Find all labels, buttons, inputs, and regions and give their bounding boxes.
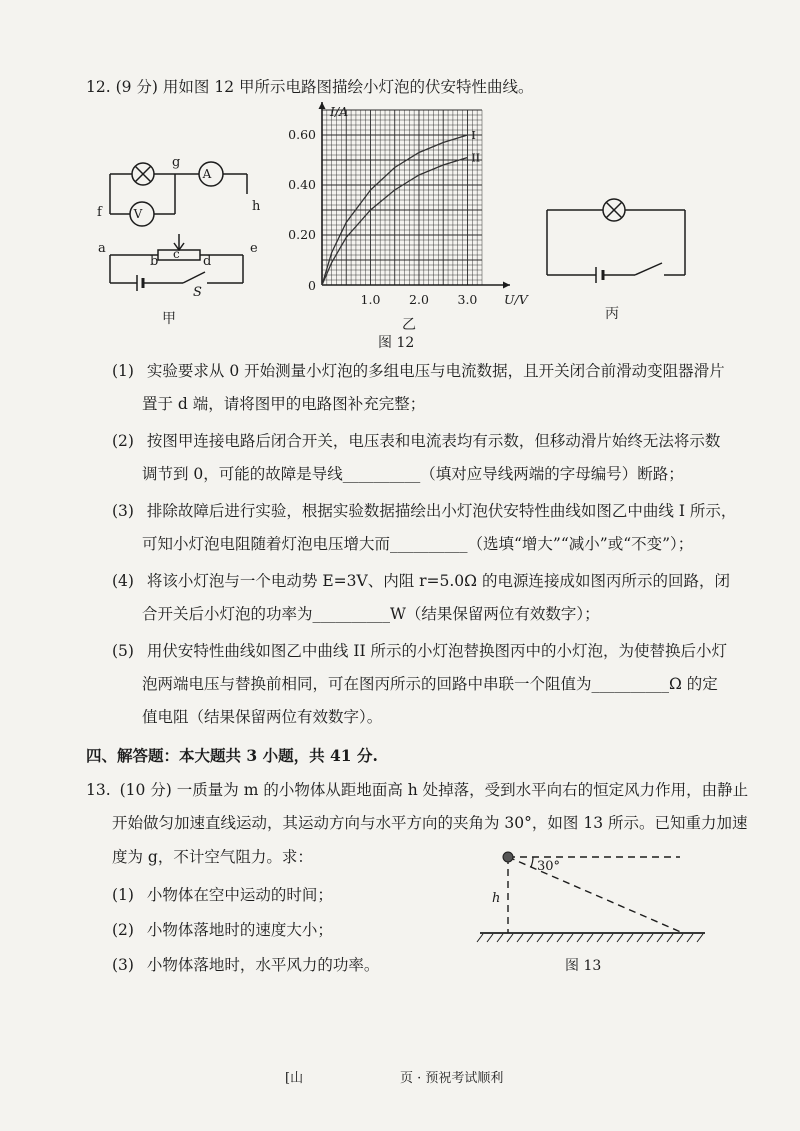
q12-part-2-line-2: 调节到 0，可能的故障是导线__________（填对应导线两端的字母编号）断路； xyxy=(142,465,684,483)
part-number: (1) xyxy=(112,886,134,904)
question-13-line-2: 开始做匀加速直线运动，其运动方向与水平方向的夹角为 30°，如图 13 所示。已知重力加速 xyxy=(112,814,748,832)
figure-12-caption: 图 12 xyxy=(378,335,415,351)
part-text: 排除故障后进行实验，根据实验数据描绘出小灯泡伏安特性曲线如图乙中曲线 I 所示， xyxy=(146,502,737,520)
part-number: (4) xyxy=(112,572,134,590)
x-axis-label: U/V xyxy=(504,292,528,307)
circuit-diagram-bing xyxy=(540,190,700,290)
part-text: 小物体落地时的速度大小； xyxy=(146,921,333,939)
footer-right: 页 · 预祝考试顺利 xyxy=(400,1071,504,1086)
q12-part-4 xyxy=(112,571,730,591)
label-c: c xyxy=(173,247,180,261)
caption-jia: 甲 xyxy=(162,311,176,327)
part-number: (3) xyxy=(112,502,134,520)
label-h: h xyxy=(252,199,261,214)
trajectory-dashed-line xyxy=(508,857,683,933)
switch-symbol xyxy=(183,272,205,283)
q12-part-3-line-2: 可知小灯泡电阻随着灯泡电压增大而__________（选填“增大”“减小”或“不变”）； xyxy=(142,535,694,553)
label-s: S xyxy=(193,285,202,300)
x-tick-label: 3.0 xyxy=(457,292,478,307)
ground-hatching xyxy=(477,934,703,942)
q12-part-1 xyxy=(112,361,725,381)
label-f: f xyxy=(97,205,102,220)
label-b: b xyxy=(150,254,159,269)
y-axis-label: I/A xyxy=(330,104,349,119)
caption-yi: 乙 xyxy=(402,317,416,333)
height-label: h xyxy=(492,891,501,906)
part-number: (5) xyxy=(112,642,134,660)
part-text: 按图甲连接电路后闭合开关，电压表和电流表均有示数，但移动滑片始终无法将示数 xyxy=(146,432,721,450)
q12-part-5-line-3: 值电阻（结果保留两位有效数字）。 xyxy=(142,708,383,726)
question-13-line-1 xyxy=(86,780,748,800)
chart-grid xyxy=(322,110,482,285)
q12-part-5 xyxy=(112,641,727,661)
part-text: 实验要求从 0 开始测量小灯泡的多组电压与电流数据，且开关闭合前滑动变阻器滑片 xyxy=(146,362,725,380)
y-tick-label: 0.20 xyxy=(288,227,316,242)
figure-13-diagram xyxy=(475,845,710,950)
question-stem: (10 分) 一质量为 m 的小物体从距地面高 h 处掉落，受到水平向右的恒定风力作用，由静止 xyxy=(119,781,749,799)
iv-characteristic-chart xyxy=(282,100,552,330)
footer-left: [山 xyxy=(285,1071,304,1086)
y-tick-label: 0.60 xyxy=(288,127,316,142)
angle-arc xyxy=(531,857,533,867)
series-label-I: I xyxy=(471,129,476,142)
question-number: 13. xyxy=(86,781,111,799)
part-number: (2) xyxy=(112,921,134,939)
voltmeter-label: V xyxy=(133,207,143,221)
q13-part-1 xyxy=(112,885,333,905)
x-tick-label: 1.0 xyxy=(360,292,381,307)
q12-part-1-line-2: 置于 d 端，请将图甲的电路图补充完整； xyxy=(142,395,426,413)
part-text: 小物体落地时，水平风力的功率。 xyxy=(146,956,380,974)
q13-part-3 xyxy=(112,955,379,975)
object-ball xyxy=(503,852,513,862)
part-number: (1) xyxy=(112,362,134,380)
q12-part-4-line-2: 合开关后小灯泡的功率为__________W（结果保留两位有效数字）； xyxy=(142,605,600,623)
label-g: g xyxy=(172,155,181,170)
circuit-diagram-jia xyxy=(95,150,280,325)
x-axis-arrow xyxy=(503,282,510,289)
part-number: (2) xyxy=(112,432,134,450)
switch-symbol xyxy=(635,263,662,275)
q13-part-2 xyxy=(112,920,333,940)
part-text: 将该小灯泡与一个电动势 E=3V、内阻 r=5.0Ω 的电源连接成如图丙所示的回路，闭 xyxy=(146,572,730,590)
question-number: 12. xyxy=(86,78,111,96)
series-label-II: II xyxy=(471,151,481,165)
ammeter-label: A xyxy=(202,167,212,181)
question-stem: 用如图 12 甲所示电路图描绘小灯泡的伏安特性曲线。 xyxy=(162,78,534,96)
label-d: d xyxy=(203,254,212,269)
part-text: 小物体在空中运动的时间； xyxy=(146,886,333,904)
y-axis-arrow xyxy=(319,102,326,109)
origin-label: 0 xyxy=(308,278,316,293)
label-a: a xyxy=(98,241,106,256)
angle-label: 30° xyxy=(537,859,561,874)
part-number: (3) xyxy=(112,956,134,974)
figure-13-caption: 图 13 xyxy=(565,958,602,974)
question-score: (9 分) xyxy=(115,78,158,96)
caption-bing: 丙 xyxy=(605,306,619,322)
part-text: 用伏安特性曲线如图乙中曲线 II 所示的小灯泡替换图丙中的小灯泡，为使替换后小灯 xyxy=(146,642,728,660)
section-4-heading: 四、解答题：本大题共 3 小题，共 41 分. xyxy=(86,746,378,765)
question-13-line-3: 度为 g，不计空气阻力。求： xyxy=(112,848,313,866)
q12-part-5-line-2: 泡两端电压与替换前相同，可在图丙所示的回路中串联一个阻值为__________Ω 的定 xyxy=(142,675,718,693)
q12-part-2 xyxy=(112,431,720,451)
x-tick-label: 2.0 xyxy=(409,292,429,307)
q12-part-3 xyxy=(112,501,736,521)
label-e: e xyxy=(250,241,258,256)
question-12-header xyxy=(86,77,534,97)
y-tick-label: 0.40 xyxy=(288,177,316,192)
